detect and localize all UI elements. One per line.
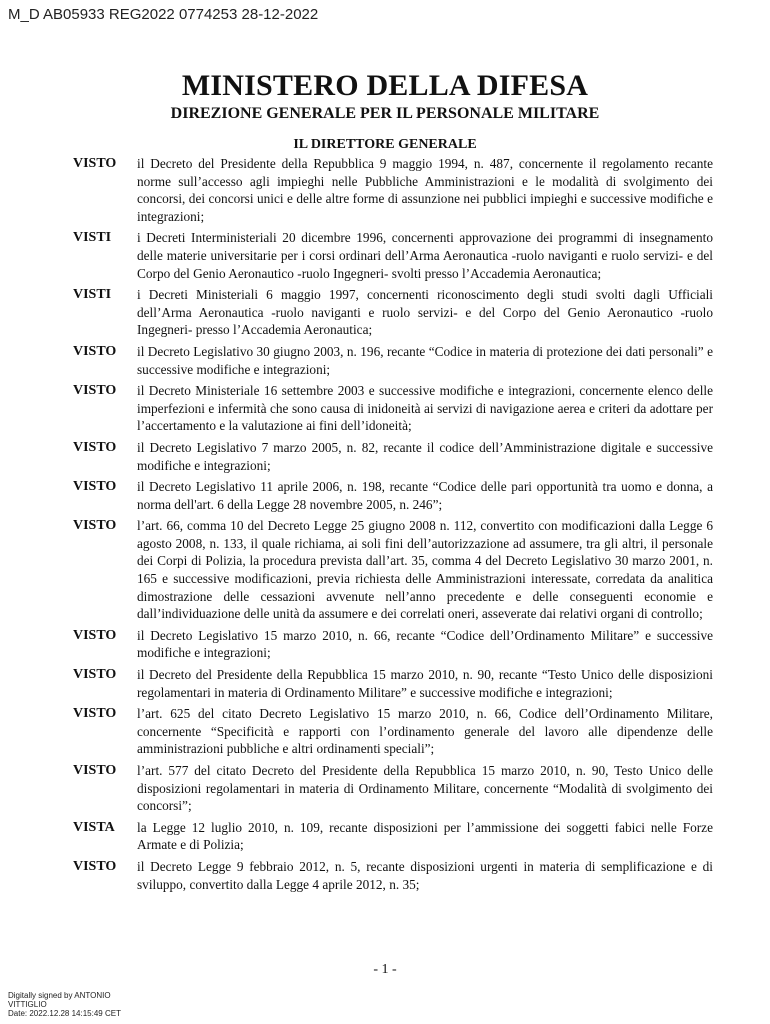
clause-1 bbox=[73, 155, 713, 225]
clause-6 bbox=[73, 439, 713, 474]
clause-keyword: VISTO bbox=[73, 383, 117, 399]
clause-3 bbox=[73, 286, 713, 339]
clause-text: il Decreto Legislativo 15 marzo 2010, n. 66, recante “Codice dell’Ordinamento Militare” e successive modifiche e integrazioni; bbox=[137, 627, 713, 661]
clause-11 bbox=[73, 705, 713, 758]
clause-text: il Decreto Ministeriale 16 settembre 2003 e successive modifiche e integrazioni, concernente elenco delle imperfezioni e infermità che sono causa di inidoneità ai servizi di navigazione aerea e criteri da adottare per l’accertamento e la valutazione ai fini dell’idoneità; bbox=[137, 383, 713, 434]
clause-5 bbox=[73, 382, 713, 435]
clause-text: il Decreto Legislativo 7 marzo 2005, n. 82, recante il codice dell’Amministrazione digitale e successive modifiche e integrazioni; bbox=[137, 439, 713, 473]
clause-text: l’art. 577 del citato Decreto del Presidente della Repubblica 15 marzo 2010, n. 90, Testo Unico delle disposizioni regolamentari in materia di Ordinamento Militare, concernente “Modalità di svolgimento dei concorsi”; bbox=[137, 763, 713, 814]
clause-keyword: VISTO bbox=[73, 439, 117, 455]
clause-keyword: VISTO bbox=[73, 156, 117, 171]
signature-line-2: VITTIGLIO bbox=[8, 1000, 47, 1009]
clause-keyword: VISTO bbox=[73, 479, 117, 495]
clause-8 bbox=[73, 517, 713, 623]
clause-text: il Decreto del Presidente della Repubblica 9 maggio 1994, n. 487, concernente il regolamento recante norme sull’accesso agli impieghi nelle Pubbliche Amministrazioni e le modalità di svolgimento dei concorsi, dei concorsi unici e delle altre forme di assunzione nei pubblici impieghi e successive modifiche e integrazioni; bbox=[137, 156, 713, 224]
clause-keyword: VISTO bbox=[73, 518, 117, 534]
clause-text: il Decreto del Presidente della Repubblica 15 marzo 2010, n. 90, recante “Testo Unico delle disposizioni regolamentari in materia di Ordinamento Militare” e successive modifiche e integrazioni; bbox=[137, 667, 713, 700]
clause-keyword: VISTO bbox=[73, 706, 117, 722]
clause-text: i Decreti Ministeriali 6 maggio 1997, concernenti riconoscimento degli studi svolti dagli Ufficiali dell’Arma Aeronautica -ruolo naviganti e ruolo servizi- e del Corpo del Genio Aeronautico -ruolo Ingegneri- presso l’Accademia Aeronautica; bbox=[137, 287, 713, 338]
clause-text: l’art. 66, comma 10 del Decreto Legge 25 giugno 2008 n. 112, convertito con modificazioni dalla Legge 6 agosto 2008, n. 133, il quale richiama, ai soli fini dell’autorizzazione ad assumere, tra gli altri, il personale dei Corpi di Polizia, la procedura prevista dall’art. 35, comma 4 del Decreto Legislativo 30 marzo 2001, n. 165 e successive modificazioni, previa richiesta delle Amministrazioni interessate, corredata da analitica dimostrazione delle cessazioni avvenute nell’anno precedente e delle conseguenti economie e dall’individuazione delle unità da assumere e dei correlati oneri, asseverate dai relativi organi di controllo; bbox=[137, 518, 713, 622]
digital-signature bbox=[8, 991, 121, 1018]
clause-keyword: VISTO bbox=[73, 763, 117, 778]
clause-4 bbox=[73, 343, 713, 378]
clause-2 bbox=[73, 229, 713, 282]
clause-text: il Decreto Legislativo 11 aprile 2006, n. 198, recante “Codice delle pari opportunità tra uomo e donna, a norma dell'art. 6 della Legge 28 novembre 2005, n. 246”; bbox=[137, 479, 713, 512]
director-title: IL DIRETTORE GENERALE bbox=[293, 137, 477, 152]
document-header bbox=[0, 70, 770, 154]
clause-keyword: VISTI bbox=[73, 287, 112, 303]
clause-9 bbox=[73, 627, 713, 662]
clause-keyword: VISTI bbox=[73, 230, 112, 246]
clause-14 bbox=[73, 858, 713, 893]
clause-keyword: VISTO bbox=[73, 627, 117, 643]
clause-7 bbox=[73, 478, 713, 513]
clause-text: l’art. 625 del citato Decreto Legislativo 15 marzo 2010, n. 66, Codice dell’Ordinamento Militare, concernente “Specificità e rapporti con l’ordinamento generale del lavoro alle dipendenze delle amministrazioni pubbliche e altri ordinamenti speciali”; bbox=[137, 706, 713, 757]
ministry-title: MINISTERO DELLA DIFESA bbox=[181, 69, 589, 102]
clause-12 bbox=[73, 762, 713, 815]
clause-text: il Decreto Legge 9 febbraio 2012, n. 5, recante disposizioni urgenti in materia di semplificazione e di sviluppo, convertito dalla Legge 4 aprile 2012, n. 35; bbox=[137, 858, 713, 892]
preamble-clauses bbox=[73, 155, 713, 897]
clause-keyword: VISTO bbox=[73, 858, 117, 874]
signature-line-3: Date: 2022.12.28 14:15:49 CET bbox=[8, 1009, 121, 1018]
direction-title: DIREZIONE GENERALE PER IL PERSONALE MILITARE bbox=[170, 105, 600, 122]
clause-text: la Legge 12 luglio 2010, n. 109, recante disposizioni per l’ammissione dei soggetti fabici nelle Forze Armate e di Polizia; bbox=[137, 819, 713, 853]
clause-10 bbox=[73, 666, 713, 701]
clause-text: il Decreto Legislativo 30 giugno 2003, n. 196, recante “Codice in materia di protezione dei dati personali” e successive modifiche e integrazioni; bbox=[137, 343, 713, 377]
signature-line-1: Digitally signed by ANTONIO bbox=[8, 991, 111, 1000]
clause-keyword: VISTO bbox=[73, 667, 117, 683]
page-number: - 1 - bbox=[373, 962, 397, 977]
clause-keyword: VISTA bbox=[73, 819, 115, 835]
clause-13 bbox=[73, 819, 713, 854]
clause-keyword: VISTO bbox=[73, 343, 117, 359]
clause-text: i Decreti Interministeriali 20 dicembre 1996, concernenti approvazione dei programmi di insegnamento delle materie universitarie per i corsi ordinari dell’Arma Aeronautica -ruolo naviganti e ruolo servizi- e del Corpo del Genio Aeronautico -ruolo Ingegneri- svolti presso l’Accademia Aeronautica; bbox=[137, 230, 713, 281]
protocol-stamp: M_D AB05933 REG2022 0774253 28-12-2022 bbox=[8, 6, 319, 23]
